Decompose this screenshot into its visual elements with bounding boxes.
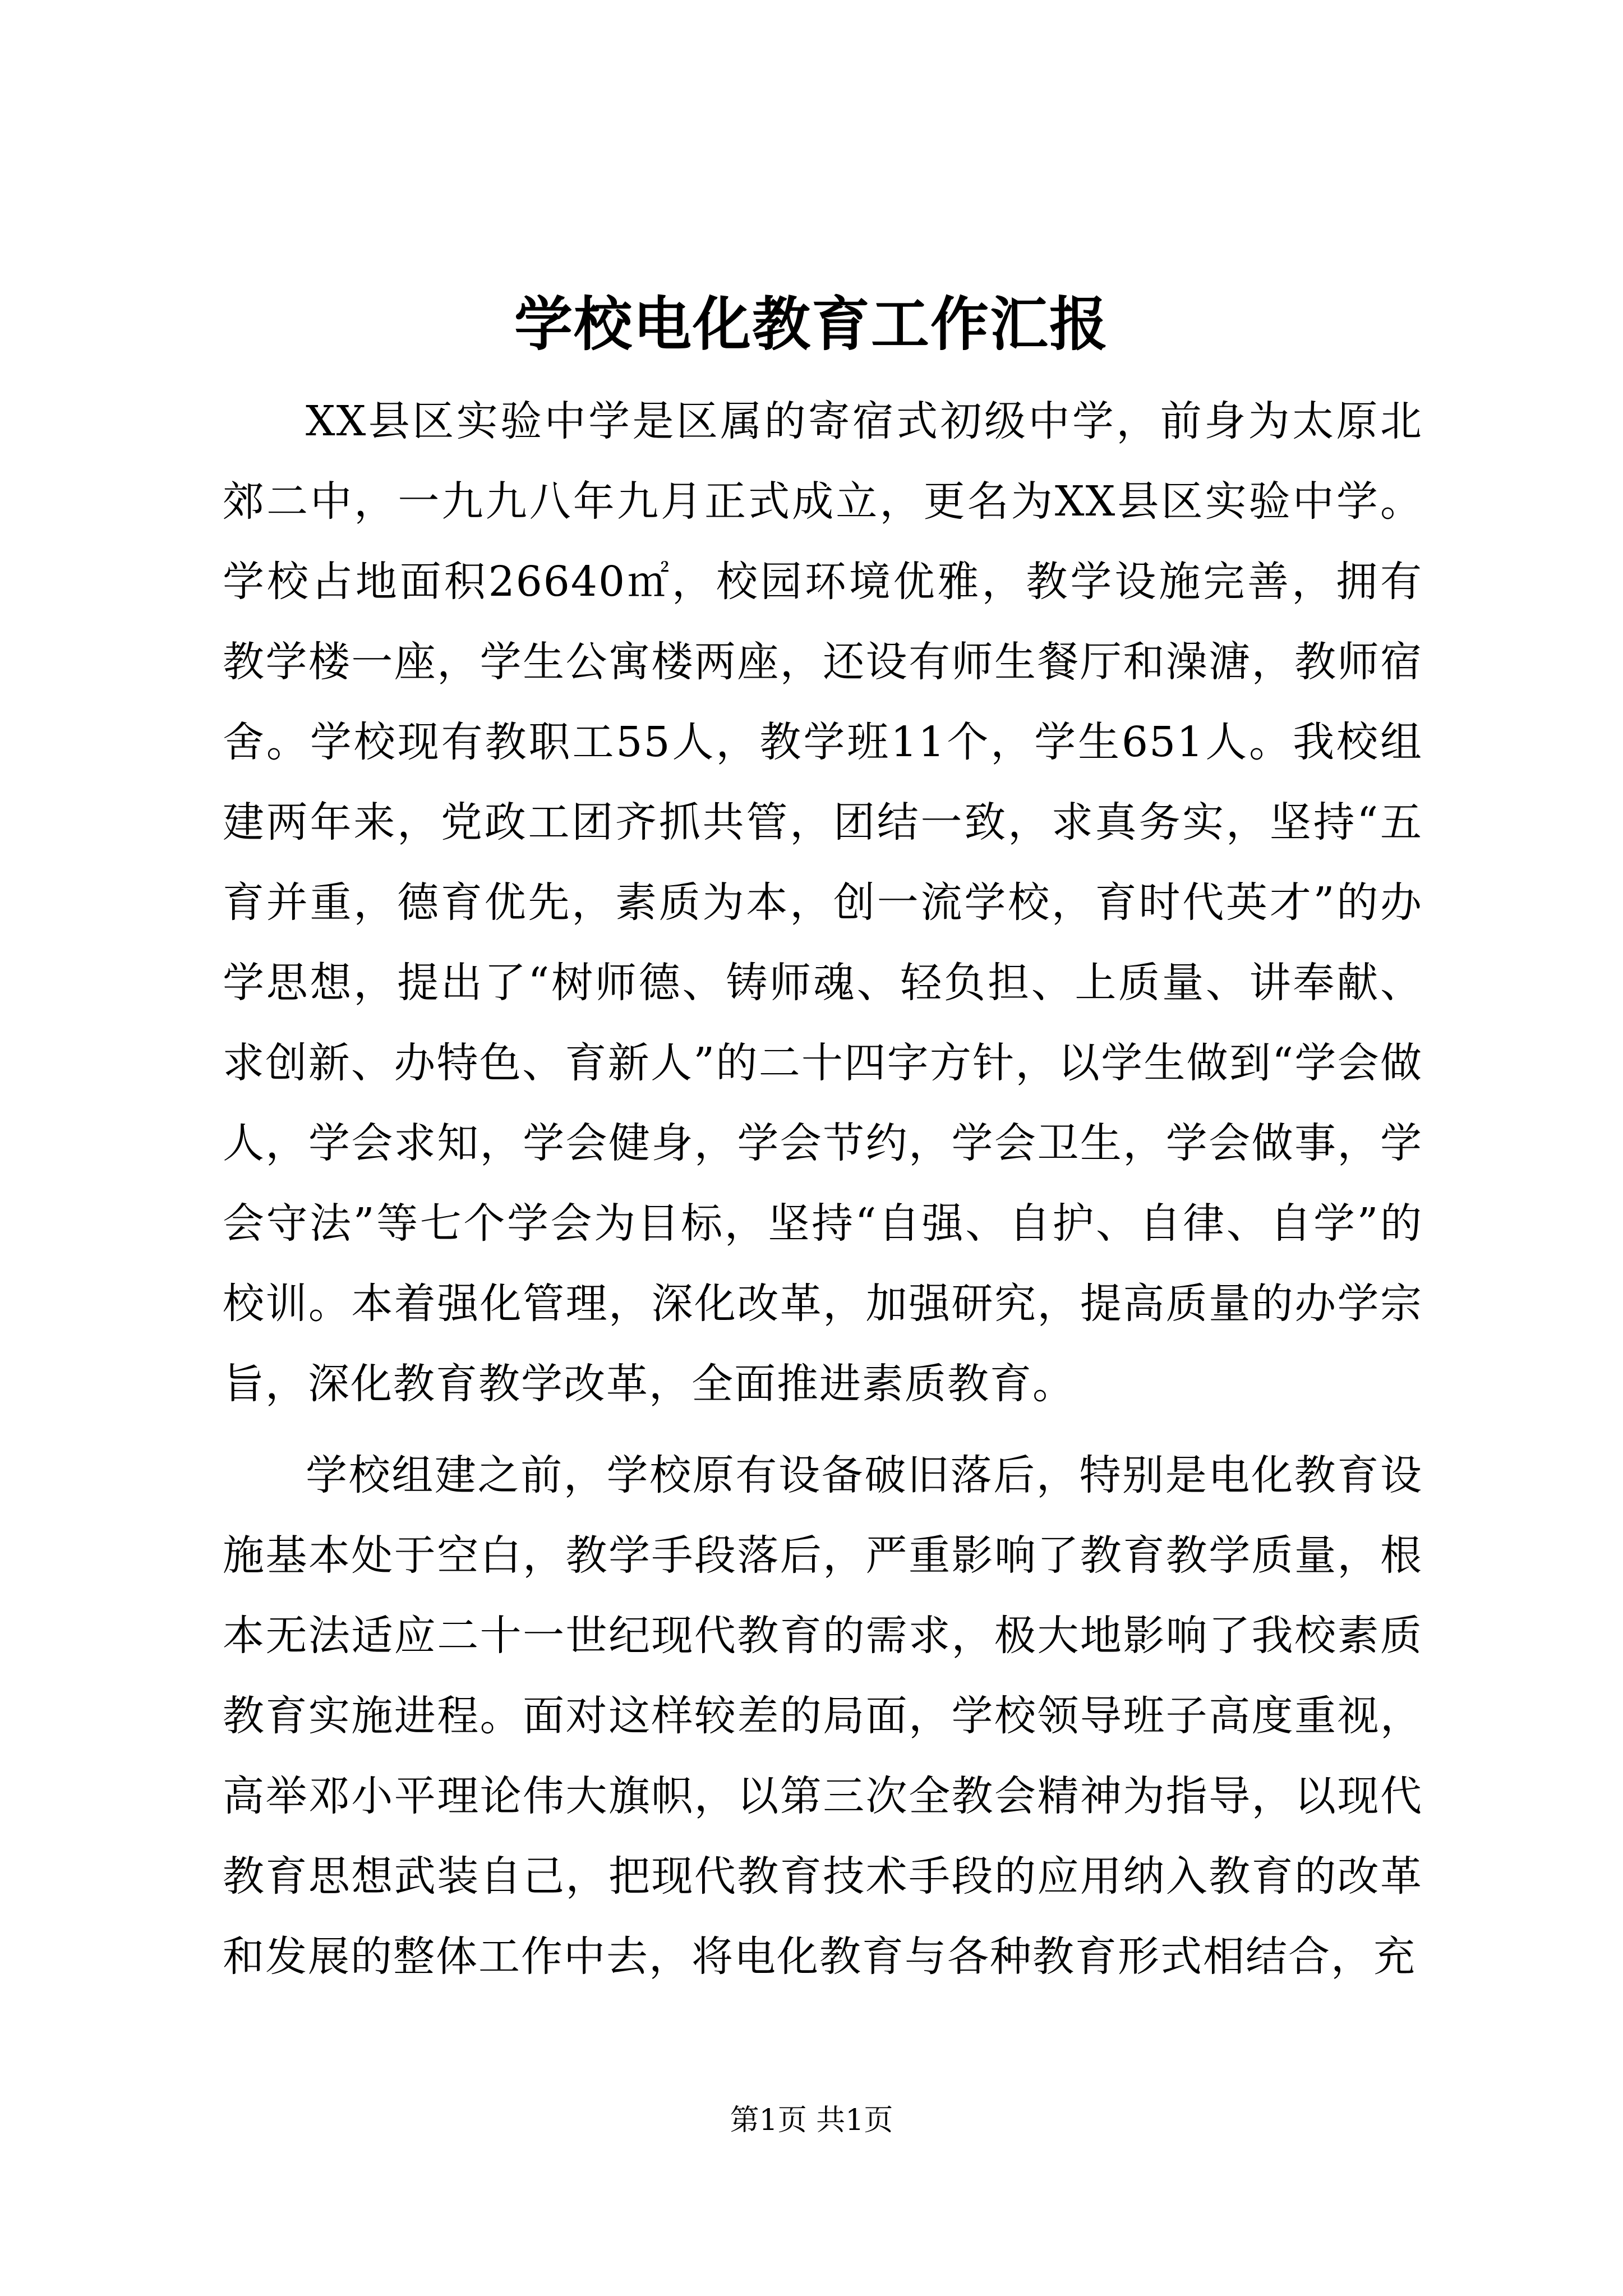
document-body bbox=[223, 381, 1423, 1997]
document-title: 学校电化教育工作汇报 bbox=[514, 289, 1109, 358]
paragraph-2: 学校组建之前，学校原有设备破旧落后，特别是电化教育设施基本处于空白，教学手段落后，严重影响了教育教学质量，根本无法适应二十一世纪现代教育的需求，极大地影响了我校素质教育实施进程。面对这样较差的局面，学校领导班子高度重视，高举邓小平理论伟大旗帜，以第三次全教会精神为指导，以现代教育思想武装自己，把现代教育技术手段的应用纳入教育的改革和发展的整体工作中去，将电化教育与各种教育形式相结合，充 bbox=[223, 1451, 1423, 1981]
page-number-footer: 第1页 共1页 bbox=[730, 2104, 893, 2137]
paragraph-1: XX县区实验中学是区属的寄宿式初级中学，前身为太原北郊二中，一九九八年九月正式成立，更名为XX县区实验中学。学校占地面积26640㎡，校园环境优雅，教学设施完善，拥有教学楼一座，学生公寓楼两座，还设有师生餐厅和澡溏，教师宿舍。学校现有教职工55人，教学班11个，学生651人。我校组建两年来，党政工团齐抓共管，团结一致，求真务实，坚持“五育并重，德育优先，素质为本，创一流学校，育时代英才”的办学思想，提出了“树师德、铸师魂、轻负担、上质量、讲奉献、求创新、办特色、育新人”的二十四字方针，以学生做到“学会做人，学会求知，学会健身，学会节约，学会卫生，学会做事，学会守法”等七个学会为目标，坚持“自强、自护、自律、自学”的校训。本着强化管理，深化改革，加强研究，提高质量的办学宗旨，深化教育教学改革，全面推进素质教育。 bbox=[223, 397, 1423, 1408]
